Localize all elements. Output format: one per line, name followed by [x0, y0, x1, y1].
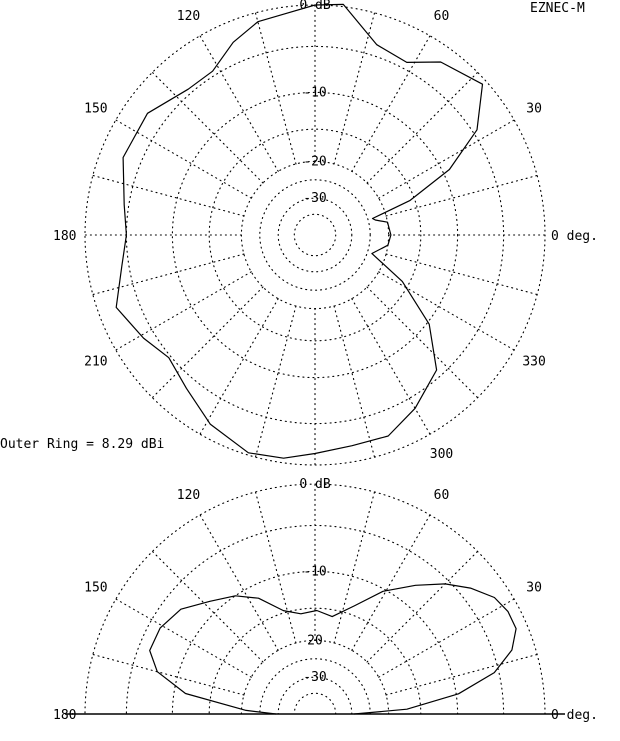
pattern-trace	[150, 584, 516, 714]
angle-label-210: 210	[84, 354, 108, 370]
grid-spoke-120	[200, 36, 278, 171]
grid-spoke-45	[367, 72, 478, 183]
azimuth-plot	[53, 0, 598, 465]
db-label-0: 0 dB	[299, 0, 331, 13]
grid-spoke-150	[116, 120, 251, 198]
grid-spoke-30	[379, 599, 514, 677]
outer-ring-label: Outer Ring = 8.29 dBi	[0, 437, 165, 452]
grid-ring-1	[126, 46, 503, 423]
angle-label-150: 150	[84, 101, 108, 117]
grid-ring-4	[241, 161, 388, 308]
angle-label-120: 120	[176, 487, 201, 503]
grid-spoke-255	[255, 306, 295, 457]
grid-ring-6	[278, 198, 352, 272]
grid-ring-7	[294, 693, 335, 714]
grid-spoke-120	[200, 515, 278, 650]
angle-label-180: 180	[53, 229, 77, 244]
grid-spoke-345	[386, 254, 537, 294]
angle-label-150: 150	[84, 580, 108, 596]
angle-label-30: 30	[526, 580, 542, 596]
angle-label-60: 60	[433, 8, 450, 24]
grid-spoke-135	[152, 72, 263, 183]
angle-label-60: 60	[433, 487, 450, 503]
grid-spoke-105	[255, 13, 295, 164]
db-label-0: 0 dB	[299, 477, 331, 492]
grid-spoke-15	[386, 654, 537, 694]
angle-label-180: 180	[53, 708, 77, 723]
grid-spoke-150	[116, 599, 251, 677]
db-label-1: -10	[303, 564, 327, 580]
grid-spoke-75	[334, 492, 374, 643]
grid-spoke-285	[334, 306, 374, 457]
db-label-3: -30	[303, 191, 327, 207]
pattern-trace	[116, 4, 482, 458]
angle-label-330: 330	[522, 354, 546, 370]
angle-label-30: 30	[526, 101, 542, 117]
grid-ring-5	[260, 659, 370, 714]
grid-spoke-195	[93, 254, 244, 294]
db-label-2: 20	[307, 633, 323, 649]
grid-spoke-45	[367, 551, 478, 662]
grid-ring-7	[294, 214, 335, 255]
grid-spoke-30	[379, 120, 514, 198]
angle-label-300: 300	[429, 447, 454, 463]
grid-spoke-300	[352, 299, 430, 434]
grid-spoke-240	[200, 299, 278, 434]
grid-ring-0	[85, 5, 545, 465]
db-label-2: -20	[303, 154, 327, 170]
grid-spoke-15	[386, 175, 537, 215]
angle-label-0: 0 deg.	[551, 229, 598, 244]
grid-spoke-135	[152, 551, 263, 662]
grid-spoke-60	[352, 515, 430, 650]
grid-spoke-315	[367, 287, 478, 398]
grid-spoke-210	[116, 272, 251, 350]
angle-label-0: 0 deg.	[551, 708, 598, 723]
angle-label-120: 120	[176, 8, 201, 24]
grid-spoke-165	[93, 175, 244, 215]
elevation-plot	[53, 477, 598, 723]
db-label-3: -30	[303, 670, 327, 686]
grid-spoke-165	[93, 654, 244, 694]
grid-spoke-105	[255, 492, 295, 643]
db-label-1: -10	[303, 85, 327, 101]
grid-spoke-330	[379, 272, 514, 350]
grid-spoke-225	[152, 287, 263, 398]
app-label: EZNEC-M	[530, 1, 585, 16]
grid-spoke-60	[352, 36, 430, 171]
